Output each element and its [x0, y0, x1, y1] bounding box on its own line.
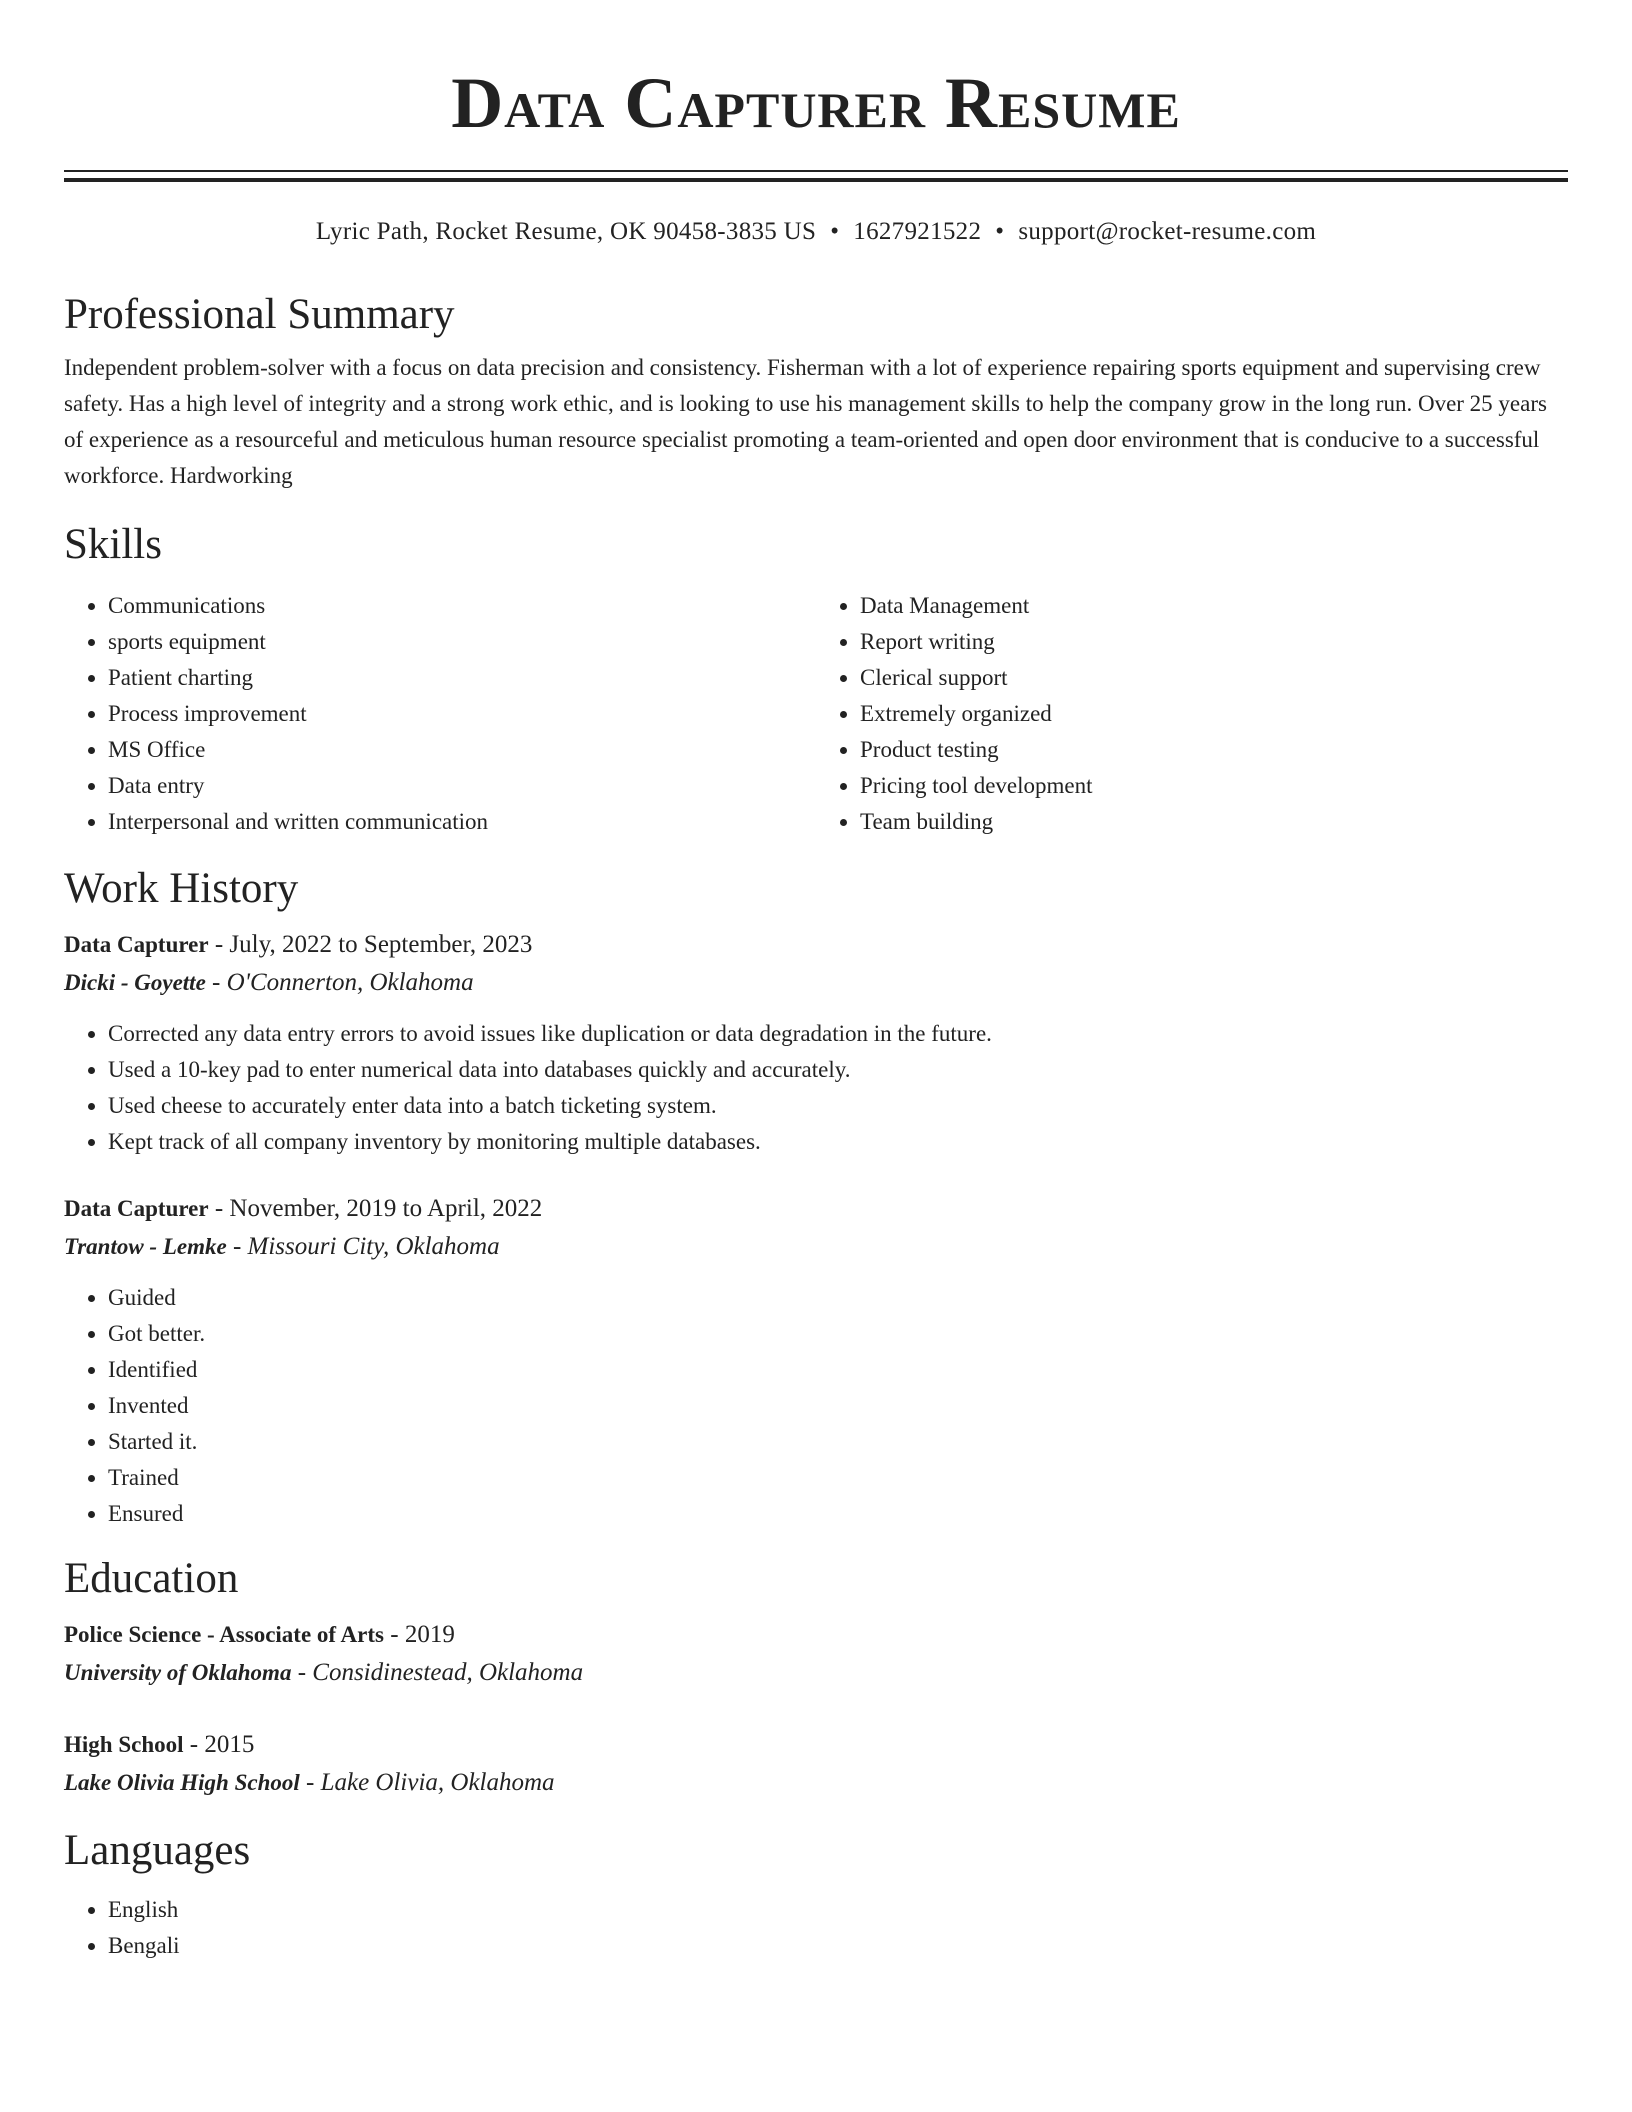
- school-line: [64, 1764, 1568, 1802]
- skill-item: • Data Management: [860, 588, 1568, 624]
- job-bullets: [64, 1280, 1568, 1532]
- degree-name: High School: [64, 1732, 184, 1757]
- divider-thin-line: [64, 170, 1568, 172]
- job-bullets: [64, 1016, 1568, 1160]
- education-entry: [64, 1616, 1568, 1692]
- skill-item: • Interpersonal and written communication: [108, 804, 816, 840]
- job-title-line: [64, 1190, 1568, 1228]
- contact-separator: •: [830, 218, 840, 245]
- summary-heading: Professional Summary: [64, 291, 455, 338]
- education-entry: [64, 1726, 1568, 1802]
- job-bullet: • Corrected any data entry errors to avoid issues like duplication or data degradation in the future.: [108, 1016, 1568, 1052]
- job-bullet: • Used cheese to accurately enter data into a batch ticketing system.: [108, 1088, 1568, 1124]
- skills-heading: Skills: [64, 521, 162, 568]
- school-location: - Lake Olivia, Oklahoma: [299, 1769, 555, 1796]
- education-section: [64, 1554, 1568, 1802]
- job-bullet: • Started it.: [108, 1424, 1568, 1460]
- skills-list-left: [64, 588, 816, 840]
- job-title: Data Capturer: [64, 1196, 209, 1221]
- divider-thick-line: [64, 178, 1568, 182]
- degree-year: - 2019: [384, 1621, 455, 1648]
- job-bullet: • Identified: [108, 1352, 1568, 1388]
- contact-email: support@rocket-resume.com: [1018, 218, 1317, 245]
- languages-heading: Languages: [64, 1827, 251, 1874]
- school-line: [64, 1654, 1568, 1692]
- job-entry: [64, 926, 1568, 1160]
- job-title-line: [64, 926, 1568, 964]
- skill-item: • Extremely organized: [860, 696, 1568, 732]
- degree-name: Police Science - Associate of Arts: [64, 1622, 384, 1647]
- contact-phone: 1627921522: [853, 218, 982, 245]
- job-entry: [64, 1190, 1568, 1532]
- job-bullet: • Kept track of all company inventory by monitoring multiple databases.: [108, 1124, 1568, 1160]
- job-bullet: • Ensured: [108, 1496, 1568, 1532]
- job-employer: Dicki - Goyette: [64, 970, 206, 995]
- resume-title: Data Capturer Resume: [451, 63, 1181, 143]
- degree-year: - 2015: [183, 1731, 255, 1758]
- job-employer: Trantow - Lemke: [64, 1234, 227, 1259]
- degree-line: [64, 1726, 1568, 1764]
- job-dates: - July, 2022 to September, 2023: [208, 931, 533, 958]
- work-history-section: [64, 864, 1568, 1532]
- contact-address: Lyric Path, Rocket Resume, OK 90458-3835 US: [315, 218, 817, 245]
- job-title: Data Capturer: [64, 932, 209, 957]
- skills-list-right: [816, 588, 1568, 840]
- school-name: Lake Olivia High School: [64, 1770, 300, 1795]
- school-name: University of Oklahoma: [64, 1660, 292, 1685]
- languages-list: [64, 1892, 1568, 1964]
- summary-text: Independent problem-solver with a focus on data precision and consistency. Fisherman with a lot of experience repairing sports equipment and supervising crew safety. Has a high level of integrity and a strong work ethic, and is looking to use his management skills to help the company grow in the long run. Over 25 years of experience as a resourceful and meticulous human resource specialist promoting a team-oriented and open door environment that is conducive to a successful workforce. Hardworking: [64, 355, 1547, 488]
- degree-line: [64, 1616, 1568, 1654]
- skill-item: • Patient charting: [108, 660, 816, 696]
- skill-item: • Pricing tool development: [860, 768, 1568, 804]
- job-bullet: • Invented: [108, 1388, 1568, 1424]
- school-location: - Considinestead, Oklahoma: [291, 1659, 584, 1686]
- skill-item: • Team building: [860, 804, 1568, 840]
- job-employer-line: [64, 964, 1568, 1002]
- skill-item: • Report writing: [860, 624, 1568, 660]
- job-bullet: • Got better.: [108, 1316, 1568, 1352]
- skill-item: • sports equipment: [108, 624, 816, 660]
- job-bullet: • Used a 10-key pad to enter numerical data into databases quickly and accurately.: [108, 1052, 1568, 1088]
- job-bullet: • Guided: [108, 1280, 1568, 1316]
- skills-section: [64, 520, 1568, 840]
- summary-section: [64, 290, 1568, 494]
- skill-item: • Communications: [108, 588, 816, 624]
- skill-item: • Data entry: [108, 768, 816, 804]
- skill-item: • Process improvement: [108, 696, 816, 732]
- job-location: - Missouri City, Oklahoma: [226, 1233, 500, 1260]
- job-dates: - November, 2019 to April, 2022: [208, 1195, 543, 1222]
- language-item: • English: [108, 1892, 1568, 1928]
- job-location: - O'Connerton, Oklahoma: [205, 969, 474, 996]
- work-history-heading: Work History: [64, 865, 299, 912]
- languages-section: [64, 1826, 1568, 1964]
- job-bullet: • Trained: [108, 1460, 1568, 1496]
- contact-info: [64, 216, 1568, 248]
- skill-item: • MS Office: [108, 732, 816, 768]
- language-item: • Bengali: [108, 1928, 1568, 1964]
- title-divider: [64, 170, 1568, 182]
- job-employer-line: [64, 1228, 1568, 1266]
- education-heading: Education: [64, 1555, 239, 1602]
- contact-separator: •: [995, 218, 1005, 245]
- skill-item: • Clerical support: [860, 660, 1568, 696]
- skills-columns: [64, 588, 1568, 840]
- skill-item: • Product testing: [860, 732, 1568, 768]
